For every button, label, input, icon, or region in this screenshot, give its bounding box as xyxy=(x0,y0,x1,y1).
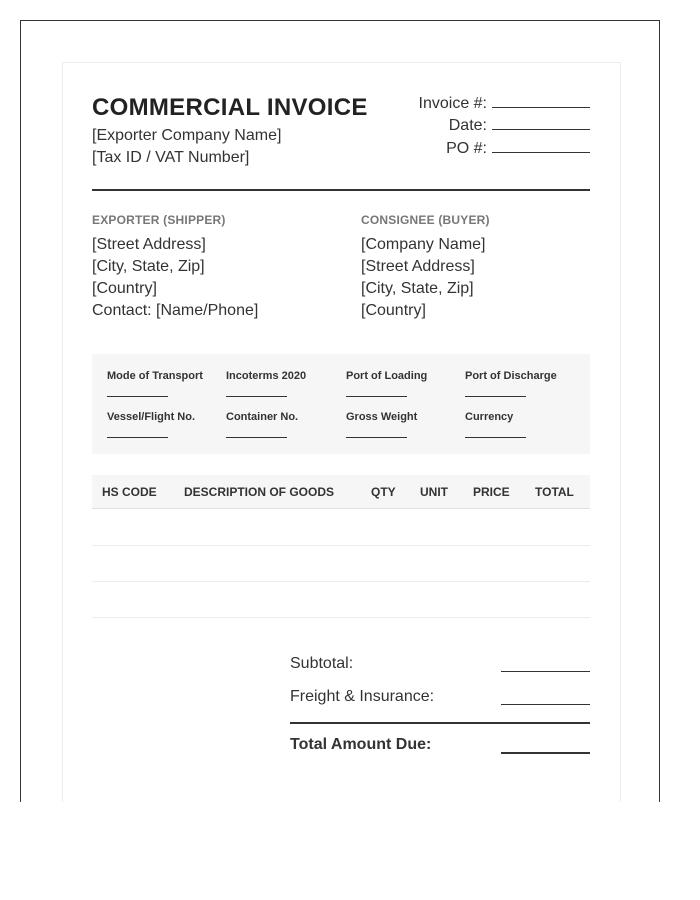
consignee-heading: CONSIGNEE (BUYER) xyxy=(361,213,490,227)
tax-id: [Tax ID / VAT Number] xyxy=(92,149,250,166)
invoice-title: COMMERCIAL INVOICE xyxy=(92,94,368,121)
table-row[interactable] xyxy=(92,581,590,582)
exporter-contact: Contact: [Name/Phone] xyxy=(92,302,259,319)
date-label: Date: xyxy=(448,117,487,134)
header-divider xyxy=(92,189,590,191)
gross-weight-blank[interactable] xyxy=(346,437,407,438)
subtotal-label: Subtotal: xyxy=(290,655,354,672)
column-description: DESCRIPTION OF GOODS xyxy=(184,485,335,499)
port-of-discharge-blank[interactable] xyxy=(465,396,526,397)
mode-of-transport-blank[interactable] xyxy=(107,396,168,397)
po-number-field xyxy=(446,139,590,158)
freight-insurance-label: Freight & Insurance: xyxy=(290,688,435,705)
column-unit: UNIT xyxy=(420,485,448,499)
column-price: PRICE xyxy=(473,485,510,499)
exporter-street: [Street Address] xyxy=(92,236,206,253)
invoice-number-field xyxy=(419,94,590,113)
port-of-discharge-label: Port of Discharge xyxy=(465,370,557,382)
incoterms-blank[interactable] xyxy=(226,396,287,397)
freight-insurance-blank[interactable] xyxy=(501,704,590,705)
table-row[interactable] xyxy=(92,545,590,546)
exporter-company-name: [Exporter Company Name] xyxy=(92,127,282,144)
column-qty: QTY xyxy=(371,485,396,499)
total-amount-due-label: Total Amount Due: xyxy=(290,736,432,753)
po-number-blank[interactable] xyxy=(492,139,590,153)
exporter-heading: EXPORTER (SHIPPER) xyxy=(92,213,226,227)
invoice-number-blank[interactable] xyxy=(492,94,590,108)
consignee-city: [City, State, Zip] xyxy=(361,280,474,297)
currency-blank[interactable] xyxy=(465,437,526,438)
totals-divider xyxy=(290,722,590,724)
subtotal-blank[interactable] xyxy=(501,671,590,672)
vessel-flight-label: Vessel/Flight No. xyxy=(107,411,196,423)
consignee-country: [Country] xyxy=(361,302,426,319)
currency-label: Currency xyxy=(465,411,514,423)
table-row[interactable] xyxy=(92,617,590,618)
container-blank[interactable] xyxy=(226,437,287,438)
goods-table-header xyxy=(92,475,590,509)
invoice-number-label: Invoice #: xyxy=(418,95,487,112)
gross-weight-label: Gross Weight xyxy=(346,411,418,423)
po-number-label: PO #: xyxy=(446,140,487,157)
container-label: Container No. xyxy=(226,411,299,423)
exporter-city: [City, State, Zip] xyxy=(92,258,205,275)
port-of-loading-label: Port of Loading xyxy=(346,370,428,382)
port-of-loading-blank[interactable] xyxy=(346,396,407,397)
mode-of-transport-label: Mode of Transport xyxy=(107,370,203,382)
consignee-street: [Street Address] xyxy=(361,258,475,275)
incoterms-label: Incoterms 2020 xyxy=(226,370,307,382)
column-hs-code: HS CODE xyxy=(102,485,157,499)
date-blank[interactable] xyxy=(492,116,590,130)
column-total: TOTAL xyxy=(535,485,574,499)
vessel-flight-blank[interactable] xyxy=(107,437,168,438)
consignee-company: [Company Name] xyxy=(361,236,486,253)
total-amount-due-blank[interactable] xyxy=(501,752,590,754)
shipping-details-box xyxy=(92,354,590,454)
exporter-country: [Country] xyxy=(92,280,157,297)
date-field xyxy=(449,116,590,135)
